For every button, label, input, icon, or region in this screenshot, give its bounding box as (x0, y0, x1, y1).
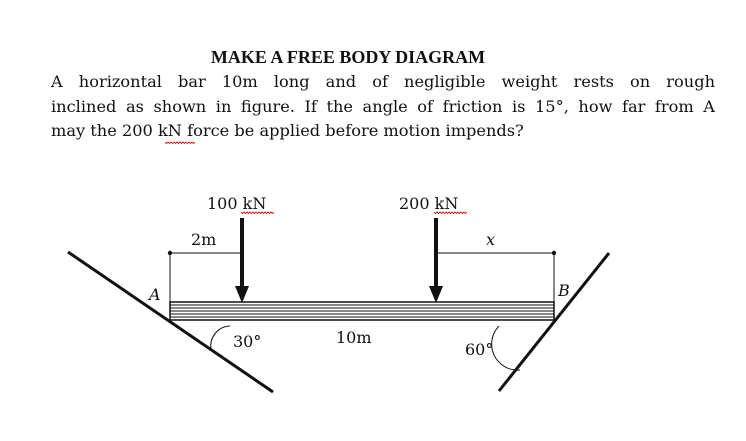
dim-2m-line (168, 251, 242, 255)
load-1-arrow (235, 218, 249, 303)
dim-x-label: x (486, 230, 496, 249)
load-2-arrow (429, 218, 443, 303)
angle-arc-left (211, 326, 230, 349)
dim-x-line (436, 251, 556, 255)
bar-length-label: 10m (336, 328, 372, 347)
problem-line: A horizontal bar 10m long and of negligible weight rests on rough (51, 72, 715, 91)
end-a-label: A (149, 285, 161, 304)
problem-line: inclined as shown in figure. If the angle of friction is 15°, how far from A (51, 96, 715, 116)
bar (170, 302, 554, 320)
angle-right-label: 60° (465, 340, 494, 359)
load-2-label: 200 kN (399, 194, 459, 213)
dim-2m-label: 2m (191, 230, 217, 249)
load-1-label: 100 kN (207, 194, 267, 213)
spellcheck-underline (165, 142, 195, 144)
heading: MAKE A FREE BODY DIAGRAM (210, 47, 486, 67)
angle-left-label: 30° (233, 332, 262, 351)
problem-line: may the 200 kN force be applied before motion impends? (51, 121, 524, 140)
angle-arc-right (492, 326, 520, 370)
end-b-label: B (558, 281, 570, 300)
